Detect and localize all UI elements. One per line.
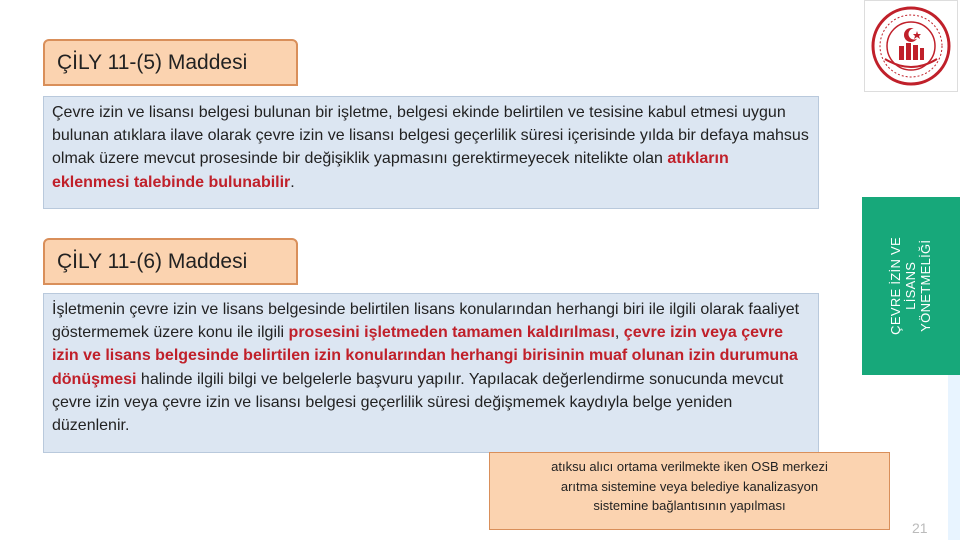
note-box: [489, 452, 890, 530]
section1-title: ÇİLY 11-(5) Maddesi: [57, 50, 248, 74]
ministry-logo: [864, 0, 958, 92]
section1-highlight: atıkların eklenmesi talebinde bulunabilir: [52, 150, 729, 191]
side-label-line-2: LİSANS: [902, 261, 918, 311]
page-number: 21: [912, 520, 928, 536]
section1-title-tab: [43, 39, 298, 86]
section2-title-tab: [43, 238, 298, 285]
section2-text-3: halinde ilgili bilgi ve belgelerle başvuru yapılır. Yapılacak değerlendirme sonucunda mevcut çevre izin veya çevre izin ve lisansı belgesi geçerlilik süresi değişmemek kaydıyla belge yeniden düzenlenir.: [52, 370, 784, 434]
section1-text-end: .: [290, 173, 295, 191]
section2-paragraph: [43, 293, 819, 453]
emblem-icon: [865, 1, 957, 91]
side-label-line-3: YÖNETMELİĞİ: [917, 239, 933, 333]
section2-highlight-1: prosesini işletmeden tamamen kaldırılması: [288, 324, 615, 342]
note-line-3: sistemine bağlantısının yapılması: [593, 498, 786, 513]
side-label-line-1: ÇEVRE İZİN VE: [887, 237, 903, 335]
section2-text-1: İşletmenin çevre izin ve lisans belgesinde belirtilen lisans konularından herhangi biri ile ilgili olarak faaliyet göstermemek üzere konu ile ilgili: [52, 301, 800, 342]
regulation-side-label: [862, 197, 960, 375]
section1-paragraph: [43, 96, 819, 209]
section2-title: ÇİLY 11-(6) Maddesi: [57, 249, 248, 273]
section2-highlight-2: çevre izin veya çevre izin ve lisans belgesinde belirtilen izin konularından herhangi birisinin muaf olunan izin durumuna dönüşmesi: [52, 324, 798, 388]
note-line-2: arıtma sistemine veya belediye kanalizasyon: [560, 478, 819, 494]
note-line-1: atıksu alıcı ortama verilmekte iken OSB merkezi: [551, 459, 828, 474]
section1-text: Çevre izin ve lisansı belgesi bulunan bir işletme, belgesi ekinde belirtilen ve tesisine kabul etmesi uygun bulunan atıklara ilave olarak çevre izin ve lisansı belgesi geçerlilik süresi içerisinde yılda bir defaya mahsus olmak üzere mevcut prosesinde bir değişiklik yapmasını gerektirmeyecek nitelikte olan: [52, 104, 809, 168]
side-decoration-strip: [948, 375, 960, 540]
section2-text-2: ,: [614, 324, 624, 342]
side-label-text: [889, 237, 934, 335]
